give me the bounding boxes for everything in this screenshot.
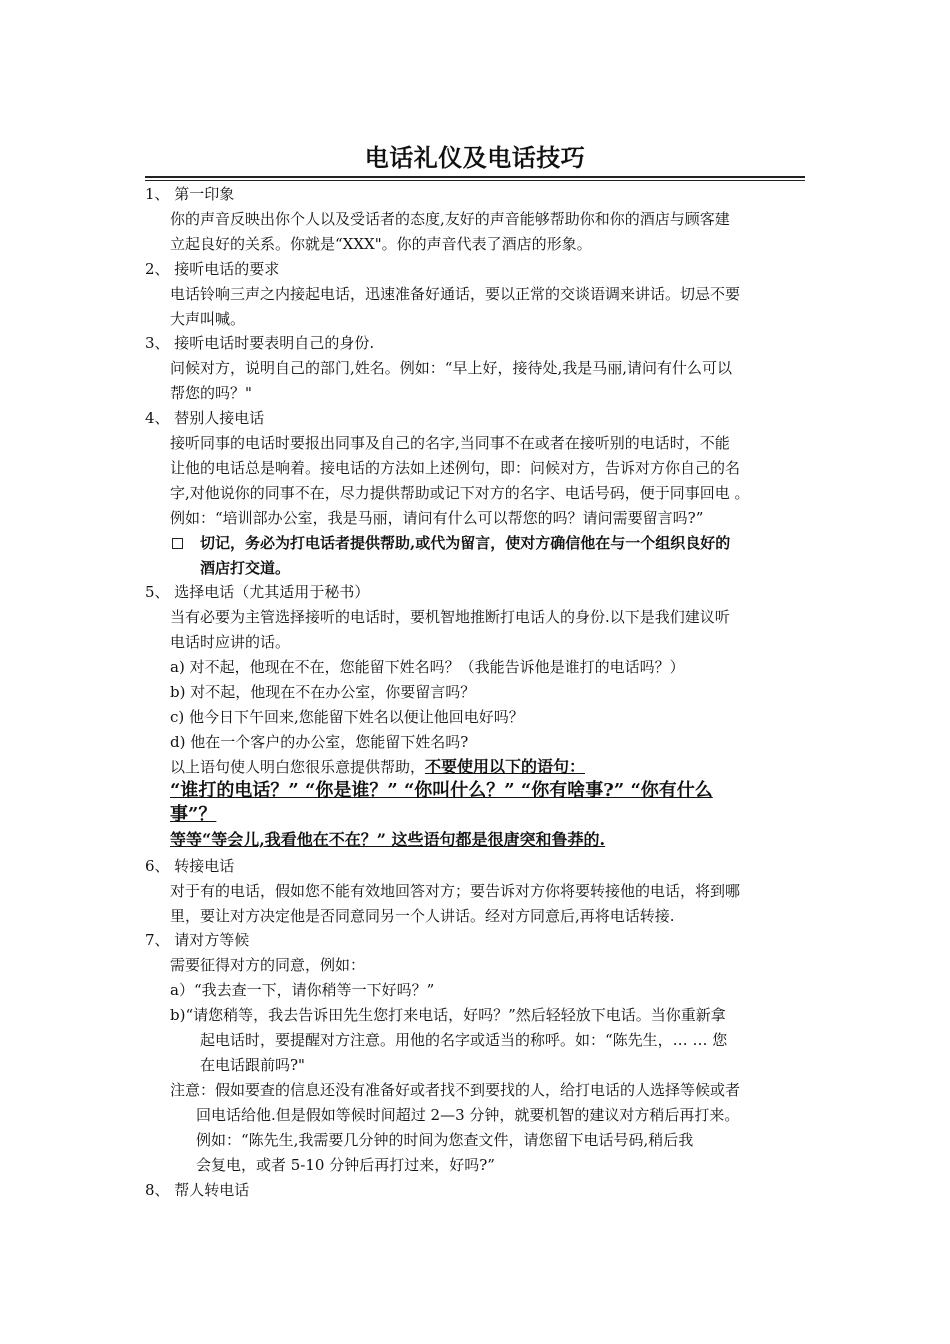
paragraph-line: 电话时应讲的话。 — [170, 633, 291, 651]
note-line: 切记，务必为打电话者提供帮助,或代为留言，使对方确信他在与一个组织良好的 — [200, 534, 731, 552]
list-item: c) 他今日下午回来,您能留下姓名以便让他回电好吗？ — [170, 708, 524, 726]
warning-text: 不要使用以下的语句： — [425, 757, 586, 776]
square-bullet-icon — [172, 538, 183, 549]
list-item: b)“请您稍等，我去告诉田先生您打来电话，好吗？”然后轻轻放下电话。当你重新拿 — [170, 1006, 726, 1024]
note-line: 酒店打交道。 — [200, 559, 291, 577]
paragraph-line: 当有必要为主管选择接听的电话时，要机智地推断打电话人的身份.以下是我们建议听 — [170, 608, 730, 626]
section-heading: 4、 替别人接电话 — [145, 409, 265, 427]
paragraph-line: 立起良好的关系。你就是“XXX"。你的声音代表了酒店的形象。 — [170, 235, 592, 253]
paragraph-line: 帮您的吗？" — [170, 384, 252, 402]
paragraph-line: 电话铃响三声之内接起电话，迅速准备好通话，要以正常的交谈语调来讲话。切忌不要 — [170, 285, 741, 303]
note-line: 会复电，或者 5-10 分钟后再打过来，好吗?” — [196, 1156, 495, 1174]
warning-line: 事”？ — [170, 804, 217, 825]
title-rule-thin — [145, 180, 805, 181]
section-heading: 7、 请对方等候 — [145, 931, 250, 949]
paragraph-line: 大声叫喊。 — [170, 310, 246, 328]
warning-line: “谁打的电话？” “你是谁？” “你叫什么？” “你有啥事?” “你有什么 — [170, 780, 713, 801]
section-heading: 6、 转接电话 — [145, 857, 235, 875]
note-line: 回电话给他.但是假如等候时间超过 2—3 分钟，就要机智的建议对方稍后再打来。 — [196, 1106, 740, 1124]
list-item: a）“我去查一下，请你稍等一下好吗？” — [170, 981, 435, 999]
paragraph-line: 对于有的电话，假如您不能有效地回答对方；要告诉对方你将要转接他的电话，将到哪 — [170, 882, 741, 900]
list-item: d) 他在一个客户的办公室，您能留下姓名吗? — [170, 733, 469, 751]
document-title: 电话礼仪及电话技巧 — [364, 143, 586, 172]
section-heading: 3、 接听电话时要表明自己的身份. — [145, 334, 375, 352]
section-heading: 5、 选择电话（尤其适用于秘书） — [145, 583, 370, 601]
list-item-continued: 起电话时，要提醒对方注意。用他的名字或适当的称呼。如：“陈先生，… … 您 — [200, 1031, 728, 1049]
list-item-continued: 在电话跟前吗?" — [200, 1056, 305, 1074]
paragraph-line: 字,对他说你的同事不在，尽力提供帮助或记下对方的名字、电话号码，便于同事回电 。 — [170, 484, 750, 502]
list-item: a) 对不起，他现在不在，您能留下姓名吗？（我能告诉他是谁打的电话吗？） — [170, 658, 685, 676]
title-rule-thick — [145, 176, 805, 178]
section-heading: 1、 第一印象 — [145, 185, 235, 203]
note-line: 注意：假如要查的信息还没有准备好或者找不到要找的人，给打电话的人选择等候或者 — [170, 1081, 741, 1099]
paragraph-line: 问候对方，说明自己的部门,姓名。例如：“早上好，接待处,我是马丽,请问有什么可以 — [170, 359, 732, 377]
paragraph-text: 以上语句使人明白您很乐意提供帮助， — [170, 758, 426, 776]
paragraph-line: 接听同事的电话时要报出同事及自己的名字,当同事不在或者在接听别的电话时，不能 — [170, 434, 730, 452]
paragraph-line — [170, 757, 585, 777]
list-item: b) 对不起，他现在不在办公室，你要留言吗？ — [170, 683, 476, 701]
paragraph-line: 需要征得对方的同意，例如： — [170, 956, 366, 974]
note-line: 例如：“陈先生,我需要几分钟的时间为您查文件，请您留下电话号码,稍后我 — [196, 1131, 694, 1149]
paragraph-line: 让他的电话总是响着。接电话的方法如上述例句，即：问候对方，告诉对方你自己的名 — [170, 459, 741, 477]
paragraph-line: 里，要让对方决定他是否同意同另一个人讲话。经对方同意后,再将电话转接. — [170, 907, 675, 925]
paragraph-line: 例如：“培训部办公室，我是马丽，请问有什么可以帮您的吗？请问需要留言吗?” — [170, 509, 704, 527]
paragraph-line: 你的声音反映出你个人以及受话者的态度,友好的声音能够帮助你和你的酒店与顾客建 — [170, 210, 730, 228]
section-heading: 2、 接听电话的要求 — [145, 260, 280, 278]
section-heading: 8、 帮人转电话 — [145, 1181, 250, 1199]
warning-line: 等等“等会儿,我看他在不在？” 这些语句都是很唐突和鲁莽的. — [170, 830, 606, 849]
